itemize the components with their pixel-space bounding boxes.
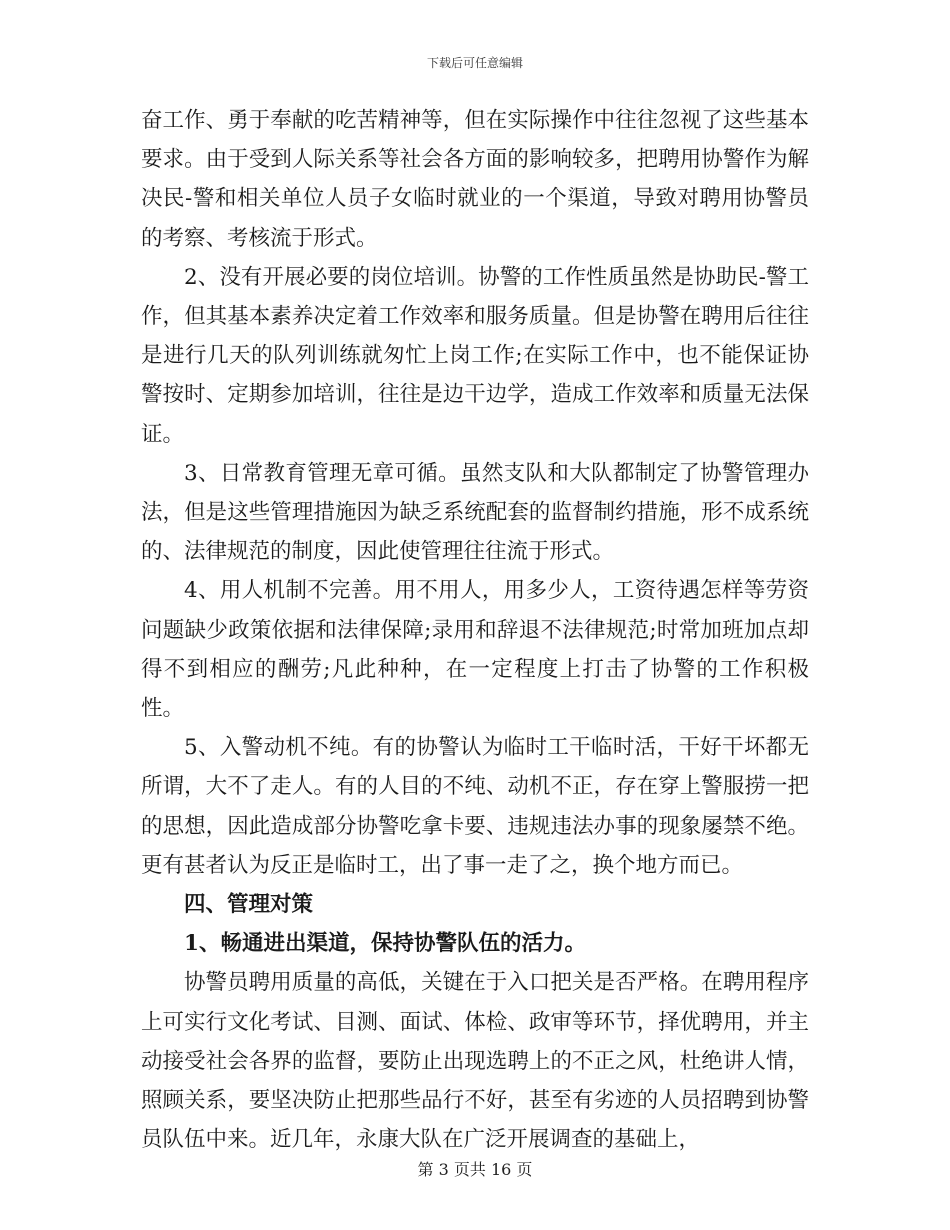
document-body: [141, 101, 809, 1159]
page-header: 下载后可任意编辑: [426, 56, 523, 70]
paragraph-point-5: 5、入警动机不纯。有的协警认为临时工干临时活，干好干坏都无所谓，大不了走人。有的人目的不纯、动机不正，存在穿上警服捞一把的思想，因此造成部分协警吃拿卡要、违规违法办事的现象屡禁不绝。更有甚者认为反正是临时工，出了事一走了之，换个地方而已。: [141, 735, 809, 878]
page-footer: 第 3 页共 16 页: [417, 1160, 533, 1179]
paragraph-continuation: 奋工作、勇于奉献的吃苦精神等，但在实际操作中往往忽视了这些基本要求。由于受到人际关系等社会各方面的影响较多，把聘用协警作为解决民-警和相关单位人员子女临时就业的一个渠道，导致对聘用协警员的考察、考核流于形式。: [141, 108, 809, 251]
paragraph-point-4: 4、用人机制不完善。用不用人，用多少人，工资待遇怎样等劳资问题缺少政策依据和法律保障;录用和辞退不法律规范;时常加班加点却得不到相应的酬劳;凡此种种，在一定程度上打击了协警的工作积极性。: [141, 578, 809, 722]
paragraph-point-3: 3、日常教育管理无章可循。虽然支队和大队都制定了协警管理办法，但是这些管理措施因为缺乏系统配套的监督制约措施，形不成系统的、法律规范的制度，因此使管理往往流于形式。: [141, 460, 809, 565]
subsection-heading: 1、畅通进出渠道，保持协警队伍的活力。: [184, 931, 586, 957]
paragraph-point-2: 2、没有开展必要的岗位培训。协警的工作性质虽然是协助民-警工作，但其基本素养决定着工作效率和服务质量。但是协警在聘用后往往是进行几天的队列训练就匆忙上岗工作;在实际工作中，也不能保证协警按时、定期参加培训，往往是边干边学，造成工作效率和质量无法保证。: [141, 264, 809, 447]
paragraph-recruitment: 协警员聘用质量的高低，关键在于入口把关是否严格。在聘用程序上可实行文化考试、目测、面试、体检、政审等环节，择优聘用，并主动接受社会各界的监督，要防止出现选聘上的不正之风，杜绝讲人情，照顾关系，要坚决防止把那些品行不好，甚至有劣迹的人员招聘到协警员队伍中来。近几年，永康大队在广泛开展调查的基础上，: [141, 970, 809, 1153]
section-heading: 四、管理对策: [184, 892, 314, 918]
